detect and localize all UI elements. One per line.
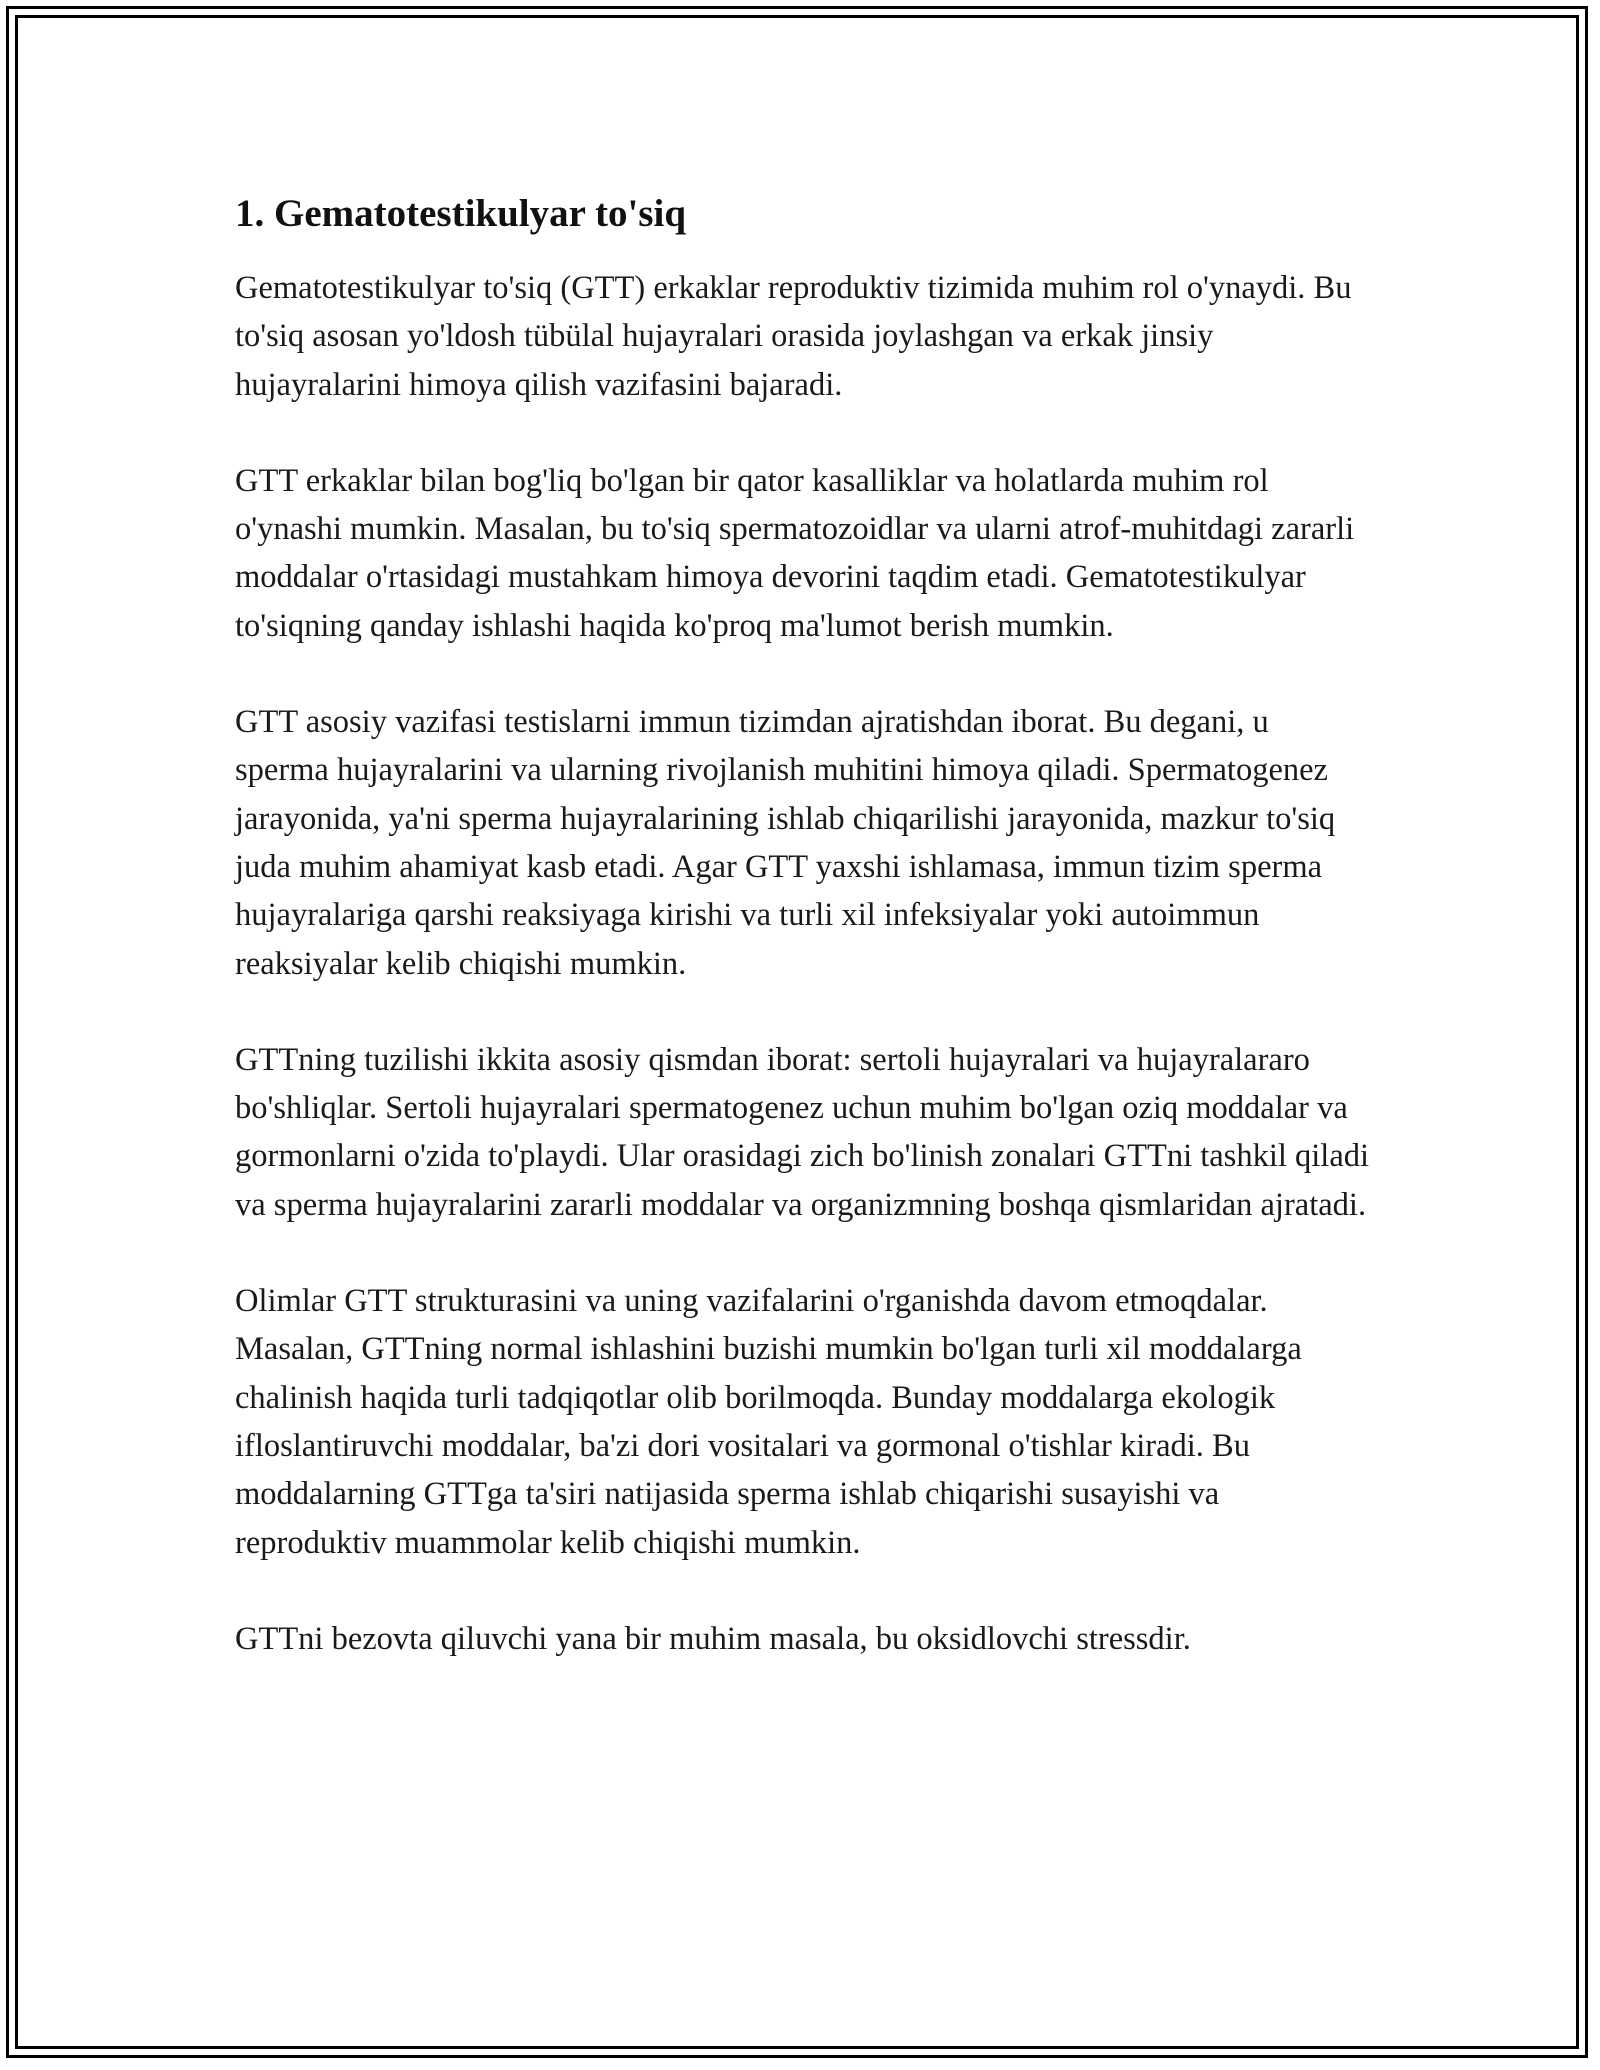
paragraph-6: GTTni bezovta qiluvchi yana bir muhim masala, bu oksidlovchi stressdir. bbox=[235, 1620, 1191, 1657]
paragraph-2: GTT erkaklar bilan bog'liq bo'lgan bir qator kasalliklar va holatlarda muhim rol o'ynashi mumkin. Masalan, bu to'siq spermatozoidlar va ularni atrof-muhitdagi zararli moddalar o'rtasidagi mustahkam himoya devorini taqdim etadi. Gematotestikulyar to'siqning qanday ishlashi haqida ko'proq ma'lumot berish mumkin. bbox=[235, 462, 1355, 644]
document-body bbox=[235, 186, 1370, 1711]
paragraph-1: Gematotestikulyar to'siq (GTT) erkaklar reproduktiv tizimida muhim rol o'ynaydi. Bu to'siq asosan yo'ldosh tübülal hujayralari orasida joylashgan va erkak jinsiy hujayralarini himoya qilish vazifasini bajaradi. bbox=[235, 270, 1352, 403]
section-heading: 1. Gematotestikulyar to'siq bbox=[235, 192, 687, 235]
paragraph-5: Olimlar GTT strukturasini va uning vazifalarini o'rganishda davom etmoqdalar. Masalan, GTTning normal ishlashini buzishi mumkin bo'lgan turli xil moddalarga chalinish haqida turli tadqiqotlar olib borilmoqda. Bunday moddalarga ekologik ifloslantiruvchi moddalar, ba'zi dori vositalari va gormonal o'tishlar kiradi. Bu moddalarning GTTga ta'siri natijasida sperma ishlab chiqarishi susayishi va reproduktiv muammolar kelib chiqishi mumkin. bbox=[235, 1283, 1302, 1561]
paragraph-3: GTT asosiy vazifasi testislarni immun tizimdan ajratishdan iborat. Bu degani, u sperma hujayralarini va ularning rivojlanish muhitini himoya qiladi. Spermatogenez jarayonida, ya'ni sperma hujayralarining ishlab chiqarilishi jarayonida, mazkur to'siq juda muhim ahamiyat kasb etadi. Agar GTT yaxshi ishlamasa, immun tizim sperma hujayralariga qarshi reaksiyaga kirishi va turli xil infeksiyalar yoki autoimmun reaksiyalar kelib chiqishi mumkin. bbox=[235, 704, 1336, 982]
paragraph-4: GTTning tuzilishi ikkita asosiy qismdan iborat: sertoli hujayralari va hujayralararo bo'shliqlar. Sertoli hujayralari spermatogenez uchun muhim bo'lgan oziq moddalar va gormonlarni o'zida to'playdi. Ular orasidagi zich bo'linish zonalari GTTni tashkil qiladi va sperma hujayralarini zararli moddalar va organizmning boshqa qismlaridan ajratadi. bbox=[235, 1041, 1370, 1223]
